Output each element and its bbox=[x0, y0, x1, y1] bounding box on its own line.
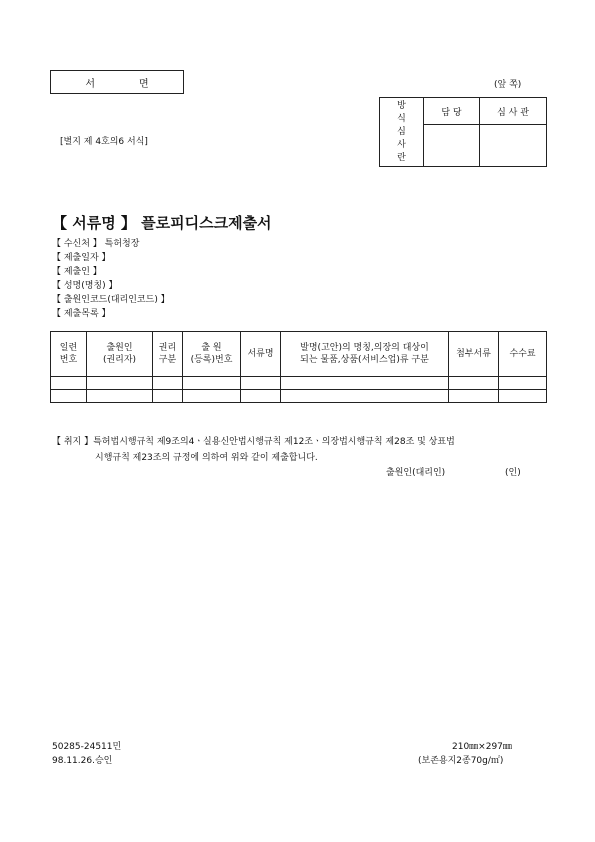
header-fee: 수수료 bbox=[499, 332, 547, 377]
table-cell[interactable] bbox=[87, 377, 153, 390]
document-type-left: 서 bbox=[85, 78, 95, 90]
table-cell[interactable] bbox=[499, 390, 547, 403]
table-cell[interactable] bbox=[153, 390, 183, 403]
header-right-type: 권리 구분 bbox=[153, 332, 183, 377]
examiner-vertical-label bbox=[380, 98, 424, 167]
examiner-vertical-char: 란 bbox=[397, 152, 406, 163]
paper-type: (보존용지2종70g/㎡) bbox=[418, 756, 504, 766]
person-in-charge-signature[interactable] bbox=[424, 125, 480, 167]
header-attachments: 첨부서류 bbox=[449, 332, 499, 377]
examiner-vertical-char: 식 bbox=[397, 113, 406, 124]
table-cell[interactable] bbox=[281, 377, 449, 390]
table-cell[interactable] bbox=[183, 390, 241, 403]
submission-table bbox=[50, 331, 547, 403]
purpose-statement-continued: 시행규칙 제23조의 규정에 의하여 위와 같이 제출합니다. bbox=[95, 453, 318, 463]
header-invention-title: 발명(고안)의 명칭,의장의 대상이 되는 물품,상품(서비스업)류 구분 bbox=[281, 332, 449, 377]
examiner-label: 심 사 관 bbox=[480, 98, 547, 125]
table-cell[interactable] bbox=[499, 377, 547, 390]
table-cell[interactable] bbox=[183, 377, 241, 390]
field-applicant-code: 【 출원인코드(대리인코드) 】 bbox=[52, 295, 170, 305]
table-cell[interactable] bbox=[241, 390, 281, 403]
table-header-row bbox=[51, 332, 547, 377]
field-submission-date: 【 제출일자 】 bbox=[52, 253, 111, 263]
document-title: 【 서류명 】 플로피디스크제출서 bbox=[52, 214, 272, 232]
document-type-right: 면 bbox=[139, 78, 149, 90]
table-cell[interactable] bbox=[241, 377, 281, 390]
person-in-charge-label: 담 당 bbox=[424, 98, 480, 125]
document-type-box bbox=[50, 70, 184, 94]
table-row bbox=[51, 377, 547, 390]
table-cell[interactable] bbox=[449, 390, 499, 403]
field-submitter: 【 제출인 】 bbox=[52, 267, 102, 277]
table-cell[interactable] bbox=[281, 390, 449, 403]
form-code: 50285-24511민 bbox=[52, 742, 122, 752]
table-row bbox=[51, 390, 547, 403]
approval-date: 98.11.26.승인 bbox=[52, 756, 113, 766]
field-name: 【 성명(명칭) 】 bbox=[52, 281, 118, 291]
seal-mark: (인) bbox=[505, 468, 521, 478]
examiner-vertical-char: 사 bbox=[397, 139, 406, 150]
table-cell[interactable] bbox=[449, 377, 499, 390]
form-number: [별지 제 4호의6 서식] bbox=[60, 137, 148, 147]
applicant-signature-label: 출원인(대리인) bbox=[386, 468, 446, 478]
table-cell[interactable] bbox=[153, 377, 183, 390]
table-cell[interactable] bbox=[51, 377, 87, 390]
header-document-name: 서류명 bbox=[241, 332, 281, 377]
header-application-number: 출 원 (등록)번호 bbox=[183, 332, 241, 377]
paper-size: 210㎜×297㎜ bbox=[452, 742, 512, 752]
header-serial-number: 일련 번호 bbox=[51, 332, 87, 377]
field-submission-list: 【 제출목록 】 bbox=[52, 309, 111, 319]
header-applicant: 출원인 (권리자) bbox=[87, 332, 153, 377]
purpose-statement: 【 취지 】특허법시행규칙 제9조의4ㆍ실용신안법시행규칙 제12조ㆍ의장법시행규칙 제28조 및 상표법 bbox=[52, 437, 455, 447]
examiner-vertical-char: 방 bbox=[397, 100, 406, 111]
page-side-label: (앞 쪽) bbox=[494, 80, 522, 90]
table-cell[interactable] bbox=[51, 390, 87, 403]
field-recipient: 【 수신처 】 특허청장 bbox=[52, 239, 140, 249]
examiner-vertical-char: 심 bbox=[397, 126, 406, 137]
table-cell[interactable] bbox=[87, 390, 153, 403]
examiner-signature[interactable] bbox=[480, 125, 547, 167]
examiner-box bbox=[379, 97, 547, 167]
